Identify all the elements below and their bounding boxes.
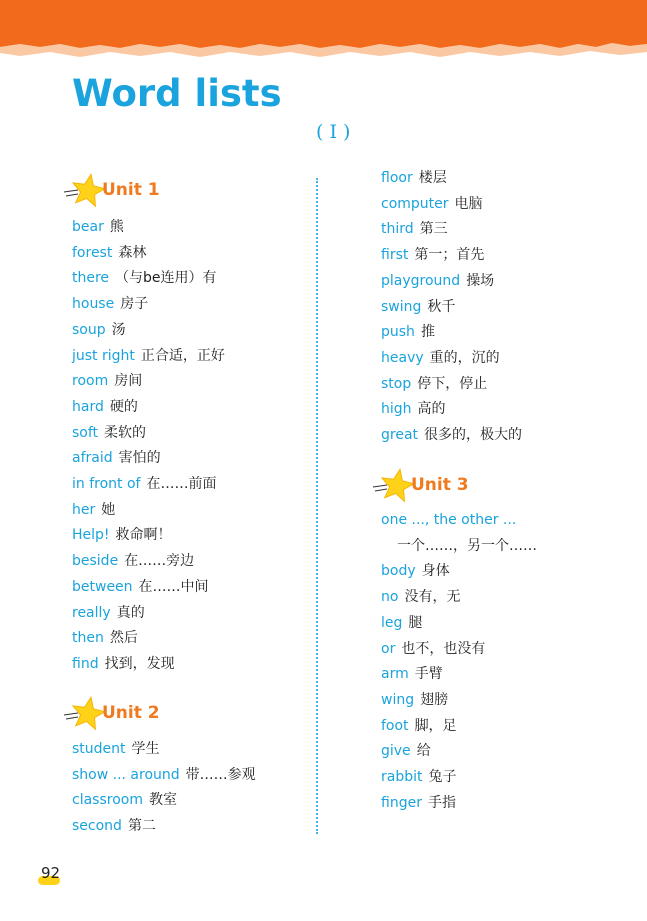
word-entry <box>72 578 209 596</box>
english-word: playground <box>381 272 461 289</box>
english-word: swing <box>381 298 422 315</box>
word-entry <box>381 298 455 316</box>
word-entry <box>72 321 126 339</box>
page-title: Word lists <box>72 72 282 115</box>
english-word: house <box>72 296 115 313</box>
chinese-meaning: 身体 <box>421 563 450 580</box>
word-entry <box>381 562 450 580</box>
section-numeral: ( I ) <box>316 121 351 143</box>
word-entry <box>72 218 124 236</box>
word-entry <box>381 195 483 213</box>
english-word: no <box>381 589 399 606</box>
chinese-meaning: 推 <box>420 324 435 341</box>
english-word: bear <box>72 219 104 235</box>
top-decorative-band <box>0 0 647 62</box>
word-entry <box>381 717 457 735</box>
word-entry <box>381 691 448 709</box>
english-word: then <box>72 630 104 647</box>
word-entry <box>381 426 522 444</box>
word-entry <box>381 768 457 786</box>
word-entry <box>381 349 500 367</box>
word-entry <box>72 629 138 647</box>
chinese-meaning: 电脑 <box>454 195 483 212</box>
chinese-meaning: 汤 <box>111 321 126 338</box>
word-entry <box>381 323 435 341</box>
word-entry <box>381 614 422 632</box>
chinese-meaning: 手指 <box>427 794 456 811</box>
english-word: body <box>381 563 416 580</box>
english-word: one ..., the other ... <box>381 512 517 528</box>
star-icon <box>371 466 415 506</box>
word-entry <box>381 246 484 264</box>
chinese-meaning: 没有，无 <box>404 589 461 606</box>
english-word: find <box>72 655 99 672</box>
english-word: just right <box>72 347 135 364</box>
word-entry <box>72 398 138 416</box>
word-entry <box>381 742 431 760</box>
word-entry <box>72 244 146 262</box>
english-word: foot <box>381 717 409 734</box>
word-entry <box>72 766 256 784</box>
word-entry <box>72 552 194 570</box>
chinese-meaning: 正合适，正好 <box>140 347 225 364</box>
unit-header-2 <box>62 694 262 734</box>
english-word: or <box>381 640 396 657</box>
chinese-meaning: 她 <box>101 501 116 518</box>
chinese-meaning: 第二 <box>127 818 156 835</box>
chinese-meaning: 熊 <box>109 219 124 235</box>
chinese-meaning: 楼层 <box>418 170 447 186</box>
word-entry <box>72 526 172 544</box>
chinese-meaning: 学生 <box>131 741 160 757</box>
unit-header-1 <box>62 171 262 211</box>
english-word: arm <box>381 666 409 683</box>
chinese-meaning: 脚，足 <box>414 717 457 734</box>
english-word: rabbit <box>381 769 423 785</box>
word-entry <box>381 220 448 238</box>
chinese-meaning: 翅膀 <box>420 691 449 708</box>
word-entry <box>72 817 156 835</box>
column-divider <box>316 178 318 834</box>
word-entry <box>381 272 494 290</box>
english-word: her <box>72 501 96 518</box>
unit-header-3 <box>371 466 571 506</box>
english-word: student <box>72 741 126 757</box>
chinese-meaning: 在……旁边 <box>124 553 195 570</box>
english-word: forest <box>72 244 113 261</box>
unit-title: Unit 3 <box>411 475 469 495</box>
chinese-meaning: 带……参观 <box>185 766 256 783</box>
english-word: soft <box>72 424 99 441</box>
english-word: really <box>72 604 111 621</box>
english-word: finger <box>381 794 422 811</box>
chinese-meaning: 重的，沉的 <box>429 349 500 366</box>
word-entry <box>72 604 145 622</box>
chinese-meaning: 房间 <box>114 373 143 390</box>
word-entry <box>397 537 537 555</box>
english-word: between <box>72 578 133 595</box>
chinese-meaning: 很多的，极大的 <box>424 427 523 443</box>
chinese-meaning: 硬的 <box>109 398 138 415</box>
chinese-meaning: 停下，停止 <box>417 375 488 392</box>
chinese-meaning: 森林 <box>118 244 147 261</box>
chinese-meaning: 给 <box>416 743 431 760</box>
chinese-meaning: 操场 <box>466 272 495 289</box>
word-entry <box>72 372 142 390</box>
english-word: push <box>381 324 415 341</box>
english-word: second <box>72 818 122 835</box>
english-word: beside <box>72 553 119 570</box>
english-word: third <box>381 221 414 238</box>
english-word: wing <box>381 691 415 708</box>
chinese-meaning: 教室 <box>148 792 177 809</box>
chinese-meaning: 找到，发现 <box>104 655 175 672</box>
english-word: computer <box>381 195 449 212</box>
english-word: show ... around <box>72 766 180 783</box>
english-word: soup <box>72 321 106 338</box>
word-entry <box>72 655 175 673</box>
word-entry <box>72 475 216 493</box>
word-entry <box>381 169 447 187</box>
chinese-meaning: 也不，也没有 <box>401 640 486 657</box>
unit-title: Unit 1 <box>102 180 160 200</box>
word-entry <box>381 640 485 658</box>
english-word: hard <box>72 398 104 415</box>
english-word: heavy <box>381 349 424 366</box>
chinese-meaning: 一个……，另一个…… <box>397 537 537 554</box>
word-entry <box>72 424 146 442</box>
unit-title: Unit 2 <box>102 703 160 723</box>
star-icon <box>62 171 106 211</box>
english-word: floor <box>381 170 413 186</box>
english-word: give <box>381 743 411 760</box>
english-word: high <box>381 401 412 418</box>
word-entry <box>381 511 516 529</box>
chinese-meaning: 害怕的 <box>118 450 161 467</box>
chinese-meaning: 兔子 <box>428 769 457 785</box>
word-entry <box>72 501 115 519</box>
page-number: 92 <box>41 864 61 882</box>
english-word: stop <box>381 375 412 392</box>
english-word: great <box>381 427 419 443</box>
chinese-meaning: 在……中间 <box>138 578 209 595</box>
chinese-meaning: 腿 <box>408 614 423 631</box>
chinese-meaning: 在……前面 <box>146 476 217 492</box>
word-entry <box>72 740 160 758</box>
chinese-meaning: 真的 <box>116 604 145 621</box>
english-word: afraid <box>72 450 113 467</box>
english-word: leg <box>381 614 403 631</box>
english-word: room <box>72 373 109 390</box>
english-word: first <box>381 247 409 264</box>
english-word: there <box>72 270 110 287</box>
word-entry <box>381 588 460 606</box>
word-entry <box>72 449 161 467</box>
word-entry <box>381 400 446 418</box>
english-word: Help! <box>72 527 110 544</box>
english-word: classroom <box>72 792 143 809</box>
chinese-meaning: （与be连用）有 <box>115 270 217 287</box>
chinese-meaning: 房子 <box>120 296 149 313</box>
chinese-meaning: 第三 <box>419 221 448 238</box>
english-word: in front of <box>72 476 141 492</box>
word-entry <box>72 269 217 287</box>
chinese-meaning: 手臂 <box>414 666 443 683</box>
word-entry <box>72 791 177 809</box>
word-entry <box>381 665 443 683</box>
chinese-meaning: 秋千 <box>427 298 456 315</box>
word-entry <box>72 347 225 365</box>
chinese-meaning: 高的 <box>417 401 446 418</box>
star-icon <box>62 694 106 734</box>
chinese-meaning: 第一；首先 <box>414 247 485 264</box>
word-entry <box>381 375 487 393</box>
chinese-meaning: 救命啊！ <box>115 527 172 544</box>
word-entry <box>72 295 148 313</box>
chinese-meaning: 柔软的 <box>104 424 147 441</box>
chinese-meaning: 然后 <box>109 630 138 647</box>
word-entry <box>381 794 456 812</box>
